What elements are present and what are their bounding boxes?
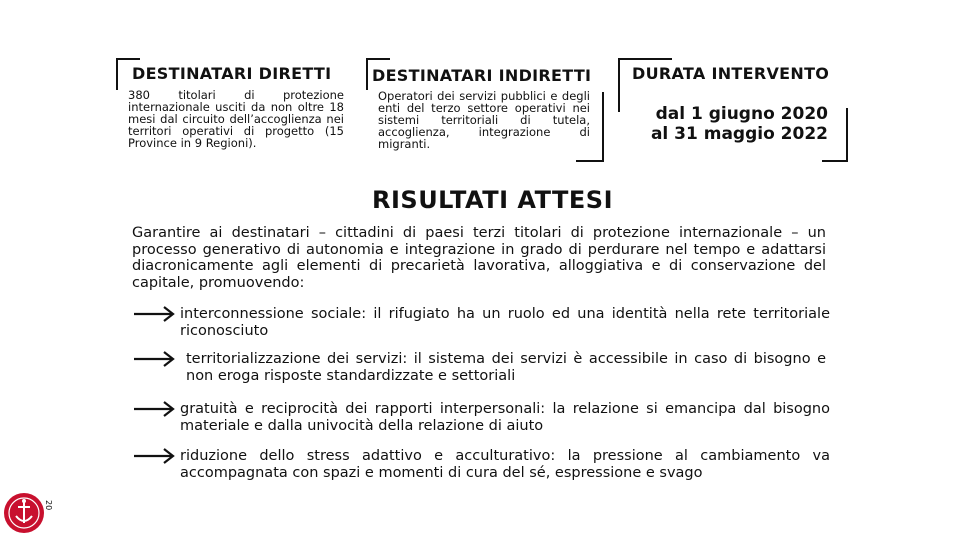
duration-dates <box>636 104 828 144</box>
bracket-bottom-right <box>576 92 604 162</box>
box-title: DESTINATARI INDIRETTI <box>372 66 592 85</box>
list-item-text: territorializzazione dei servizi: il sistema dei servizi è accessibile in caso di bisogno e non eroga risposte standardizzate e settoriali <box>186 351 826 384</box>
list-item-text: riduzione dello stress adattivo e acculturativo: la pressione al cambiamento va accompagnata con spazi e momenti di cura del sé, espressione e svago <box>180 448 830 481</box>
box-text: Operatori dei servizi pubblici e degli enti del terzo settore operativi nei sistemi territoriali di tutela, accoglienza, integrazione di migranti. <box>378 89 590 151</box>
bracket-bottom-right <box>822 108 848 162</box>
box-title: DURATA INTERVENTO <box>632 64 830 83</box>
page-number: 20 <box>44 500 53 511</box>
list-item-text: interconnessione sociale: il rifugiato ha un ruolo ed una identità nella rete territoriale riconosciuto <box>180 306 830 339</box>
arrow-right-icon <box>132 304 176 324</box>
logo-icon <box>3 492 45 534</box>
list-item-text: gratuità e reciprocità dei rapporti interpersonali: la relazione si emancipa dal bisogno materiale e dalla univocità della relazione di aiuto <box>180 401 830 434</box>
section-title: RISULTATI ATTESI <box>372 186 613 214</box>
arrow-right-icon <box>132 446 176 466</box>
section-intro: Garantire ai destinatari – cittadini di paesi terzi titolari di protezione internazionale – un processo generativo di autonomia e integrazione in grado di perdurare nel tempo e adattarsi diacronicamente agli elementi di precarietà lavorativa, alloggiativa e di conservazione del capitale, promuovendo: <box>132 225 826 291</box>
date-to: al 31 maggio 2022 <box>650 124 828 144</box>
date-from: dal 1 giugno 2020 <box>655 104 828 124</box>
arrow-right-icon <box>132 349 176 369</box>
box-text: 380 titolari di protezione internazionale usciti da non oltre 18 mesi dal circuito dell’accoglienza nei territori operativi di progetto (15 Province in 9 Regioni). <box>128 88 344 150</box>
box-title: DESTINATARI DIRETTI <box>132 64 332 83</box>
arrow-right-icon <box>132 399 176 419</box>
